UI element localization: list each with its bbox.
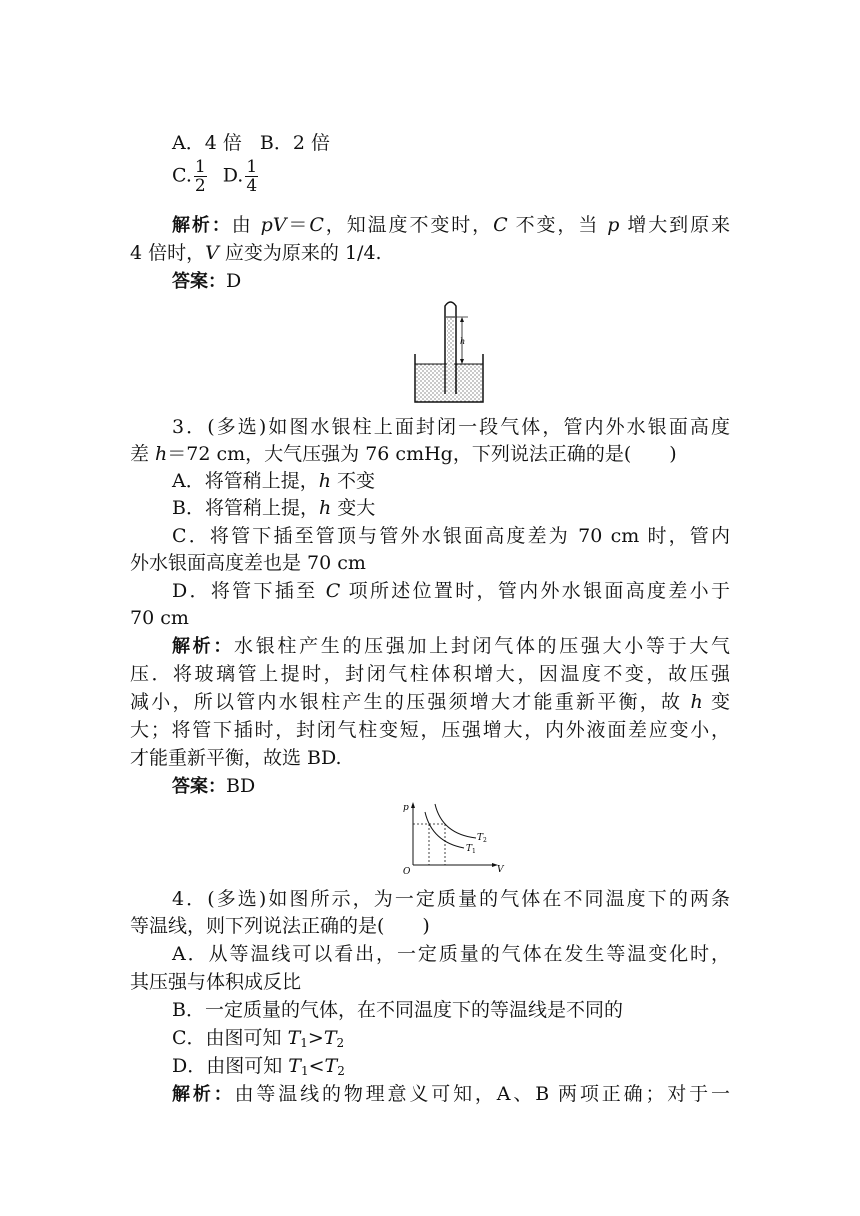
option-c-d xyxy=(172,158,260,195)
v-axis-label: V xyxy=(497,865,504,875)
option-a: A．4 倍 xyxy=(172,132,242,154)
fraction-one-quarter: $\frac{1}{4}$ xyxy=(246,157,258,196)
q3-analysis-line-3: 减小，所以管内水银柱产生的压强须增大才能重新平衡，故 h 变 xyxy=(130,691,730,713)
t1-label: $T_1$ xyxy=(466,844,476,855)
q4-option-c: C．由图可知 $T_1>T_2$ xyxy=(172,1027,345,1050)
q4-option-d: D．由图可知 $T_1<T_2$ xyxy=(172,1055,345,1078)
q3-option-c-line-1: C．将管下插至管顶与管外水银面高度差为 70 cm 时，管内 xyxy=(172,525,730,547)
q3-option-d-line-2: 70 cm xyxy=(130,607,189,629)
option-a-b xyxy=(172,130,330,156)
q3-option-c-line-2: 外水银面高度差也是 70 cm xyxy=(130,552,366,574)
option-b: B．2 倍 xyxy=(259,132,330,154)
h-label: h xyxy=(460,337,466,346)
q3-option-d-line-1: D．将管下插至 C 项所述位置时，管内外水银面高度差小于 xyxy=(172,580,730,602)
q4-stem-line-2: 等温线，则下列说法正确的是( ) xyxy=(130,915,430,937)
isotherm-t1 xyxy=(425,812,464,848)
q3-stem-line-1: 3．(多选)如图水银柱上面封闭一段气体，管内外水银面高度 xyxy=(172,416,730,438)
q3-analysis-line-1: 解析：水银柱产生的压强加上封闭气体的压强大小等于大气 xyxy=(172,635,730,657)
fraction-one-half: $\frac{1}{2}$ xyxy=(194,157,206,196)
isotherm-t2 xyxy=(435,804,476,838)
q2-analysis-line-1: 解析：由 pV＝C，知温度不变时，C 不变，当 p 增大到原来 xyxy=(172,214,730,236)
option-c-prefix: C. xyxy=(172,164,192,187)
q3-answer: 答案：BD xyxy=(172,775,256,797)
isotherm-pv-graph xyxy=(398,798,506,878)
t2-label: $T_2$ xyxy=(477,833,487,844)
option-d-prefix: D. xyxy=(222,164,244,187)
q3-analysis-line-2: 压．将玻璃管上提时，封闭气柱体积增大，因温度不变，故压强 xyxy=(130,663,730,685)
q3-analysis-line-5: 才能重新平衡，故选 BD. xyxy=(130,747,342,769)
q3-stem-line-2: 差 h＝72 cm，大气压强为 76 cmHg，下列说法正确的是( ) xyxy=(130,443,677,465)
q4-option-b: B．一定质量的气体，在不同温度下的等温线是不同的 xyxy=(172,999,623,1021)
p-axis-label: p xyxy=(403,803,409,813)
barometer-tube-figure xyxy=(408,296,488,406)
q3-analysis-line-4: 大；将管下插时，封闭气柱变短，压强增大，内外液面差应变小， xyxy=(130,719,730,741)
q3-option-b: B．将管稍上提，h 变大 xyxy=(172,497,376,519)
q2-analysis-line-2: 4 倍时，V 应变为原来的 1/4. xyxy=(130,242,382,264)
q4-stem-line-1: 4．(多选)如图所示，为一定质量的气体在不同温度下的两条 xyxy=(172,888,730,910)
origin-label: O xyxy=(403,867,411,877)
q2-answer: 答案：D xyxy=(172,270,242,292)
q4-option-a-line-2: 其压强与体积成反比 xyxy=(130,971,302,993)
q4-option-a-line-1: A．从等温线可以看出，一定质量的气体在发生等温变化时， xyxy=(172,943,730,965)
q3-option-a: A．将管稍上提，h 不变 xyxy=(172,470,376,492)
q4-analysis-line-1: 解析：由等温线的物理意义可知，A、B 两项正确；对于一 xyxy=(172,1083,731,1105)
